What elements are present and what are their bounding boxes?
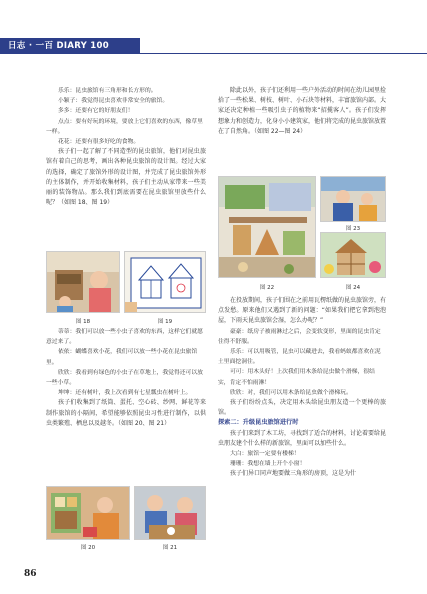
header-title: 日志 · 一百 DIARY 100	[8, 41, 109, 51]
figure-caption: 图 18	[75, 319, 91, 325]
figure-caption: 图 24	[345, 285, 361, 291]
dialog-line: 蒂蒂：我们可以放一些小虫子喜欢的东西，这样它们就愿意过来了。	[46, 329, 203, 346]
header-rule	[140, 53, 427, 54]
dialog-line: 依依：蝴蝶喜欢小花，我们可以放一些小花在昆虫旅馆里。	[46, 349, 198, 366]
dialog-line: 多多：还要有它的好朋友们！	[58, 108, 134, 115]
dialog-line: 乐乐：昆虫旅馆有三角形和长方形的。	[58, 88, 157, 94]
insect-hotel-photo-image	[321, 233, 386, 278]
figure-18-photo	[46, 251, 120, 313]
right-column	[218, 86, 386, 137]
body-paragraph: 孩子们一起了解了不同造型的昆虫旅馆，他们对昆虫旅馆有着自己的思考，画出各种昆虫旅馆的设计图。经过大家的选择，确定了旅馆外形的设计图，并完成了昆虫旅馆外形的主体制作，并开始收集材料，孩子们主动从家带来一些美丽的装饰物品。那么我们到底需要在昆虫旅馆里放些什么呢？（如图 18、图 19）	[46, 148, 206, 207]
figure-21-photo	[134, 486, 206, 540]
figure-caption: 图 22	[259, 285, 275, 291]
dialog-line: 小颖子：我觉得昆虫喜欢非常安全的旅馆。	[58, 98, 169, 105]
dialog-line: 大白：旅馆一定要有楼梯！	[230, 451, 300, 458]
figure-caption: 图 19	[157, 319, 173, 325]
children-working-photo-image	[135, 487, 206, 540]
dialog-line: 豪豪：纸房子被雨淋过之后，会变软变形，里面的昆虫肯定住得不舒服。	[218, 328, 381, 345]
running-header	[0, 38, 140, 54]
figure-caption: 图 23	[345, 226, 361, 232]
body-paragraph: 在投放期间，孩子们围在之前用瓦楞纸做的昆虫旅馆旁，有点发愁。原来他们又遇到了新的问题：“如果我们把它拿到泡泡屋，下雨天昆虫旅馆会湿，怎么办呢？”	[218, 297, 387, 325]
section-heading: 探索二：升级昆虫旅馆进行时	[218, 419, 299, 427]
dialog-line: 点点：要有好玩的环境，要放上它们喜欢的东西，像草里一样。	[46, 118, 203, 135]
right-column-lower	[218, 296, 386, 480]
body-paragraph: 孩子们来到了木工坊，寻找到了适合的材料，讨论着要给昆虫朋友建个什么样的新旅馆，里面可以加些什么。	[218, 429, 387, 447]
figure-24-photo	[320, 232, 386, 278]
dialog-line: 欣欣：对，我们可以用木条给昆虫做个滑梯玩。	[230, 389, 352, 396]
figure-22-photo	[218, 176, 316, 278]
classroom-photo-image	[47, 252, 120, 313]
natural-corner-photo-image	[219, 177, 316, 278]
left-column-lower	[46, 327, 206, 429]
children-photo-image	[321, 177, 386, 222]
dialog-line: 可可：用木头好！上次我们用木条给昆虫做个滑梯，很结实，肯定不怕雨淋！	[218, 369, 375, 386]
left-column	[46, 86, 206, 208]
figure-20-photo	[46, 486, 130, 540]
drawing-photo-image	[125, 252, 206, 313]
figure-19-photo	[124, 251, 206, 313]
figure-23-photo	[320, 176, 386, 222]
page-number: 86	[24, 569, 37, 579]
dialog-line: 乐乐：可以用吸管，昆虫可以藏进去，我看蚂蚁都喜欢在泥土里面挖洞住。	[218, 349, 381, 366]
dialog-line: 欣欣：我看到有绿色的小虫子在草地上，我觉得还可以放一些小草。	[46, 369, 203, 387]
body-paragraph: 孩子们纷纷点头，决定用木头给昆虫朋友造一个更棒的旅馆。	[218, 399, 386, 417]
materials-photo-image	[47, 487, 130, 540]
dialog-line: 坤坤：还有树叶，我上次看到有七星瓢虫在树叶上。	[58, 390, 192, 397]
body-paragraph: 除此以外，孩子们还利用一些户外活动的时间在幼儿园里捡拾了一些松果、树枝、树叶、小石块等材料，丰富旅馆内部。大家还决定种植一些吸引虫子的植物来“招揽客人”。孩子们发挥想象力和创造力，化身小小建筑家，他们将完成的昆虫旅馆放置在了自然角。（如图 22—图 24）	[218, 87, 387, 135]
body-paragraph: 孩子们收集到了纸筒、蛋托、空心砖、纱网、鲜花等来制作旅馆的小隔间，希望能够依照昆虫习性进行制作，以供虫类繁殖、栖息以及越冬。（如图 20、图 21）	[46, 399, 206, 427]
figure-caption: 图 20	[80, 545, 96, 551]
dialog-line: 花花：还要有很多好吃的食物。	[58, 139, 140, 146]
figure-caption: 图 21	[162, 545, 178, 551]
body-paragraph: 孩子们异口同声地要做三角形的房顶，这是为什	[230, 470, 357, 478]
dialog-line: 珊珊：我想在墙上开个小窗！	[230, 461, 306, 468]
